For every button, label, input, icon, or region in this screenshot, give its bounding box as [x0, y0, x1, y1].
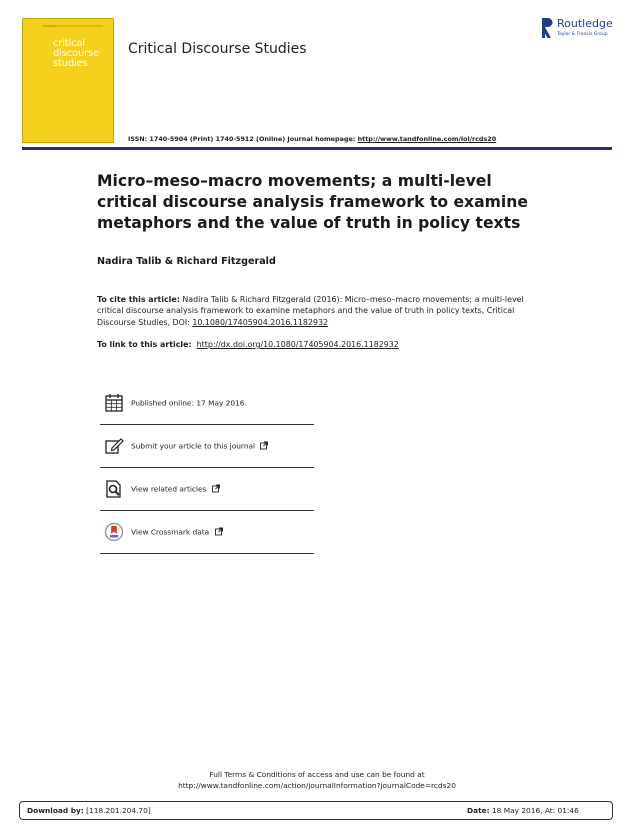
link-label: To link to this article: — [97, 340, 192, 349]
terms-url-link[interactable]: http://www.tandfonline.com/action/journalInformation?journalCode=rcds20 — [178, 781, 456, 790]
date-label: Date: — [467, 806, 490, 815]
submit-article-link[interactable] — [100, 425, 314, 468]
external-link-icon — [215, 528, 223, 536]
related-articles-label: View related articles — [131, 484, 207, 494]
submit-article-label: Submit your article to this journal — [131, 441, 256, 451]
article-title: Micro–meso–macro movements; a multi-level critical discourse analysis framework to examine metaphors and the value of truth in policy texts — [97, 172, 528, 232]
download-footer — [19, 801, 613, 820]
external-link-icon — [260, 442, 268, 450]
download-label: Download by: — [27, 806, 84, 815]
download-ip: [118.201.204.70] — [83, 806, 151, 815]
publisher-name: Routledge — [557, 17, 613, 30]
crossmark-link[interactable] — [100, 511, 314, 554]
article-link-line — [97, 340, 399, 349]
external-link-icon — [212, 485, 220, 493]
edit-icon — [104, 436, 124, 456]
citation-text: Nadira Talib & Richard Fitzgerald (2016): Micro–meso–macro movements; a multi-level critical discourse analysis framework to examine metaphors and the value of truth in policy texts, Critical Discourse Studies, DOI: — [97, 295, 524, 327]
publisher-tagline: Taylor & Francis Group — [557, 32, 608, 37]
date-value: 18 May 2016, At: 01:46 — [489, 806, 579, 815]
header-rule — [22, 147, 612, 150]
related-articles-link[interactable] — [100, 468, 314, 511]
published-online-item — [100, 382, 314, 425]
article-url-link[interactable]: http://dx.doi.org/10.1080/17405904.2016.1182932 — [196, 340, 399, 349]
article-actions — [100, 382, 314, 554]
crossmark-label: View Crossmark data — [131, 527, 210, 537]
crossmark-icon — [104, 522, 124, 542]
cover-title: critical discourse studies — [53, 38, 99, 69]
published-online-label: Published online: 17 May 2016. — [131, 398, 247, 408]
issn-line: ISSN: 1740-5904 (Print) 1740-5912 (Online) Journal homepage: http://www.tandfonline.com/loi/rcds20 — [128, 135, 497, 143]
publisher-logo — [540, 16, 620, 42]
journal-homepage-link[interactable]: http://www.tandfonline.com/loi/rcds20 — [357, 135, 497, 143]
calendar-icon — [104, 393, 124, 413]
download-date — [467, 806, 579, 815]
journal-title: Critical Discourse Studies — [128, 41, 307, 57]
article-authors: Nadira Talib & Richard Fitzgerald — [97, 256, 276, 267]
citation-label: To cite this article: — [97, 295, 180, 304]
download-info — [27, 806, 151, 815]
routledge-logo-icon — [540, 16, 554, 40]
terms-notice — [0, 769, 634, 791]
citation-block — [97, 294, 542, 328]
doi-link[interactable]: 10.1080/17405904.2016.1182932 — [192, 317, 329, 327]
journal-cover — [22, 18, 114, 143]
magnifier-icon — [104, 479, 124, 499]
cover-decoration — [43, 25, 103, 27]
terms-line: Full Terms & Conditions of access and use can be found at — [209, 770, 425, 779]
